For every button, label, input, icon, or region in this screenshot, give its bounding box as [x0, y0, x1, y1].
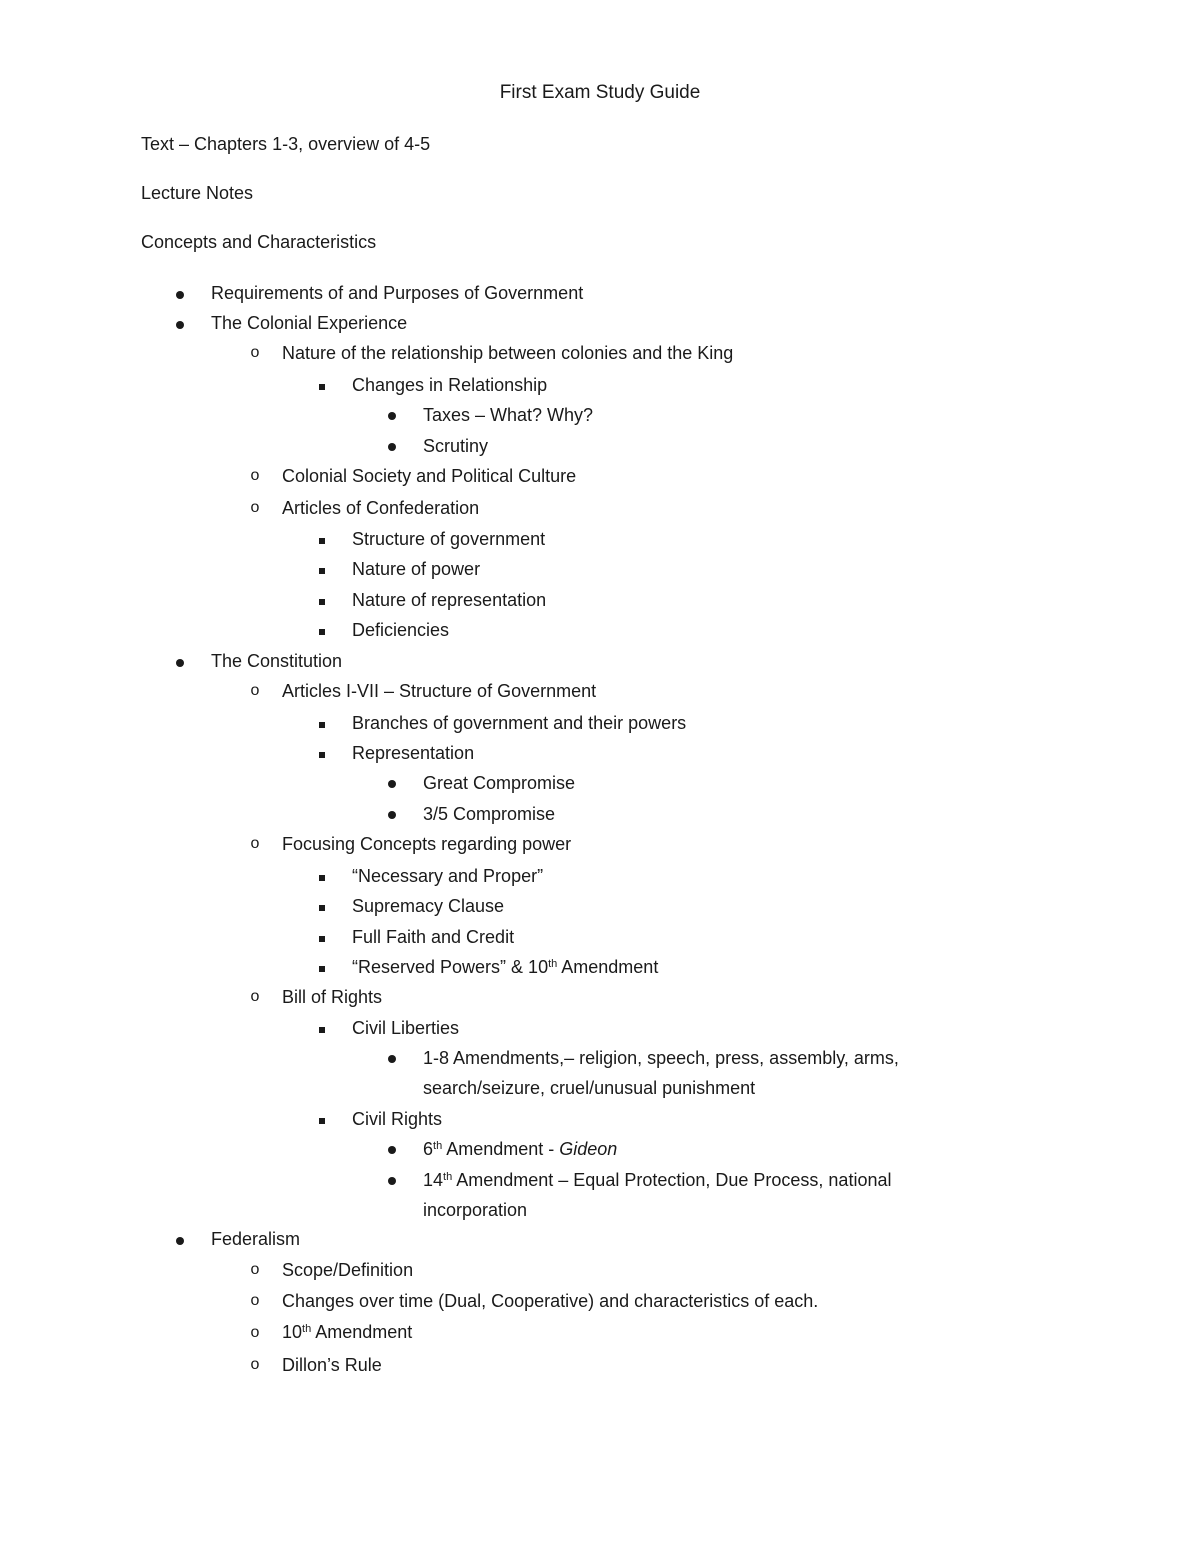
- outline-item: Colonial Society and Political Culture: [282, 466, 577, 486]
- bullet-disc-icon: [380, 1138, 404, 1159]
- outline-item: “Reserved Powers” & 10th Amendment: [352, 957, 659, 977]
- bullet-circle-icon: o: [250, 467, 260, 484]
- bullet-disc-icon: [380, 772, 404, 793]
- outline-item: 1-8 Amendments,– religion, speech, press, assembly, arms,: [423, 1048, 899, 1068]
- document-title: First Exam Study Guide: [499, 82, 701, 103]
- bullet-disc-icon: [168, 283, 192, 304]
- bullet-circle-icon: o: [250, 499, 260, 516]
- outline-item: Bill of Rights: [282, 987, 383, 1007]
- outline-item: Great Compromise: [423, 773, 576, 793]
- bullet-square-icon: [310, 1017, 334, 1038]
- bullet-square-icon: [310, 558, 334, 579]
- text-chapters-line: Text – Chapters 1-3, overview of 4-5: [141, 134, 431, 154]
- outline-item: Taxes – What? Why?: [423, 405, 594, 425]
- bullet-square-icon: [310, 956, 334, 977]
- outline-item: Nature of representation: [352, 590, 547, 610]
- outline-item: Scrutiny: [423, 436, 489, 456]
- bullet-disc-icon: [380, 404, 404, 425]
- bullet-circle-icon: o: [250, 1356, 260, 1373]
- bullet-disc-icon: [168, 313, 192, 334]
- outline-item: Requirements of and Purposes of Government: [211, 283, 584, 303]
- bullet-disc-icon: [380, 435, 404, 456]
- bullet-circle-icon: o: [250, 988, 260, 1005]
- bullet-circle-icon: o: [250, 835, 260, 852]
- outline-item: Changes in Relationship: [352, 375, 548, 395]
- bullet-disc-icon: [380, 803, 404, 824]
- bullet-disc-icon: [380, 1047, 404, 1068]
- outline-item: Representation: [352, 743, 475, 763]
- outline-item: Civil Rights: [352, 1109, 443, 1129]
- outline-item: 14th Amendment – Equal Protection, Due Process, national: [423, 1170, 892, 1190]
- concepts-heading: Concepts and Characteristics: [141, 232, 377, 252]
- outline-item: The Constitution: [211, 651, 343, 671]
- bullet-square-icon: [310, 926, 334, 947]
- outline-item: Nature of power: [352, 559, 481, 579]
- bullet-circle-icon: o: [250, 1292, 260, 1309]
- bullet-disc-icon: [380, 1169, 404, 1190]
- outline-item: Articles I-VII – Structure of Government: [282, 681, 597, 701]
- outline-item: Scope/Definition: [282, 1260, 414, 1280]
- bullet-square-icon: [310, 374, 334, 395]
- lecture-notes-line: Lecture Notes: [141, 183, 254, 203]
- outline-item: Changes over time (Dual, Cooperative) and characteristics of each.: [282, 1291, 819, 1311]
- bullet-circle-icon: o: [250, 344, 260, 361]
- outline-item: Supremacy Clause: [352, 896, 505, 916]
- outline-item: 10th Amendment: [282, 1322, 413, 1342]
- bullet-disc-icon: [168, 1229, 192, 1250]
- bullet-disc-icon: [168, 651, 192, 672]
- outline-item-continuation: incorporation: [423, 1200, 528, 1220]
- outline-item: 3/5 Compromise: [423, 804, 556, 824]
- outline-item: Branches of government and their powers: [352, 713, 687, 733]
- outline-item: Articles of Confederation: [282, 498, 480, 518]
- bullet-square-icon: [310, 895, 334, 916]
- outline-item: Nature of the relationship between colonies and the King: [282, 343, 734, 363]
- outline-item: 6th Amendment - Gideon: [423, 1139, 618, 1159]
- outline-item: Full Faith and Credit: [352, 927, 515, 947]
- bullet-square-icon: [310, 712, 334, 733]
- outline-item-continuation: search/seizure, cruel/unusual punishment: [423, 1078, 756, 1098]
- outline-item: “Necessary and Proper”: [352, 866, 544, 886]
- outline-item: Deficiencies: [352, 620, 450, 640]
- bullet-square-icon: [310, 742, 334, 763]
- bullet-square-icon: [310, 589, 334, 610]
- outline-item: Civil Liberties: [352, 1018, 460, 1038]
- outline-item: Structure of government: [352, 529, 546, 549]
- outline-item: Focusing Concepts regarding power: [282, 834, 572, 854]
- bullet-square-icon: [310, 1108, 334, 1129]
- outline-item: Federalism: [211, 1229, 301, 1249]
- bullet-square-icon: [310, 528, 334, 549]
- bullet-square-icon: [310, 619, 334, 640]
- outline-item: Dillon’s Rule: [282, 1355, 382, 1375]
- bullet-square-icon: [310, 865, 334, 886]
- bullet-circle-icon: o: [250, 682, 260, 699]
- bullet-circle-icon: o: [250, 1324, 260, 1341]
- bullet-circle-icon: o: [250, 1261, 260, 1278]
- outline-item: The Colonial Experience: [211, 313, 408, 333]
